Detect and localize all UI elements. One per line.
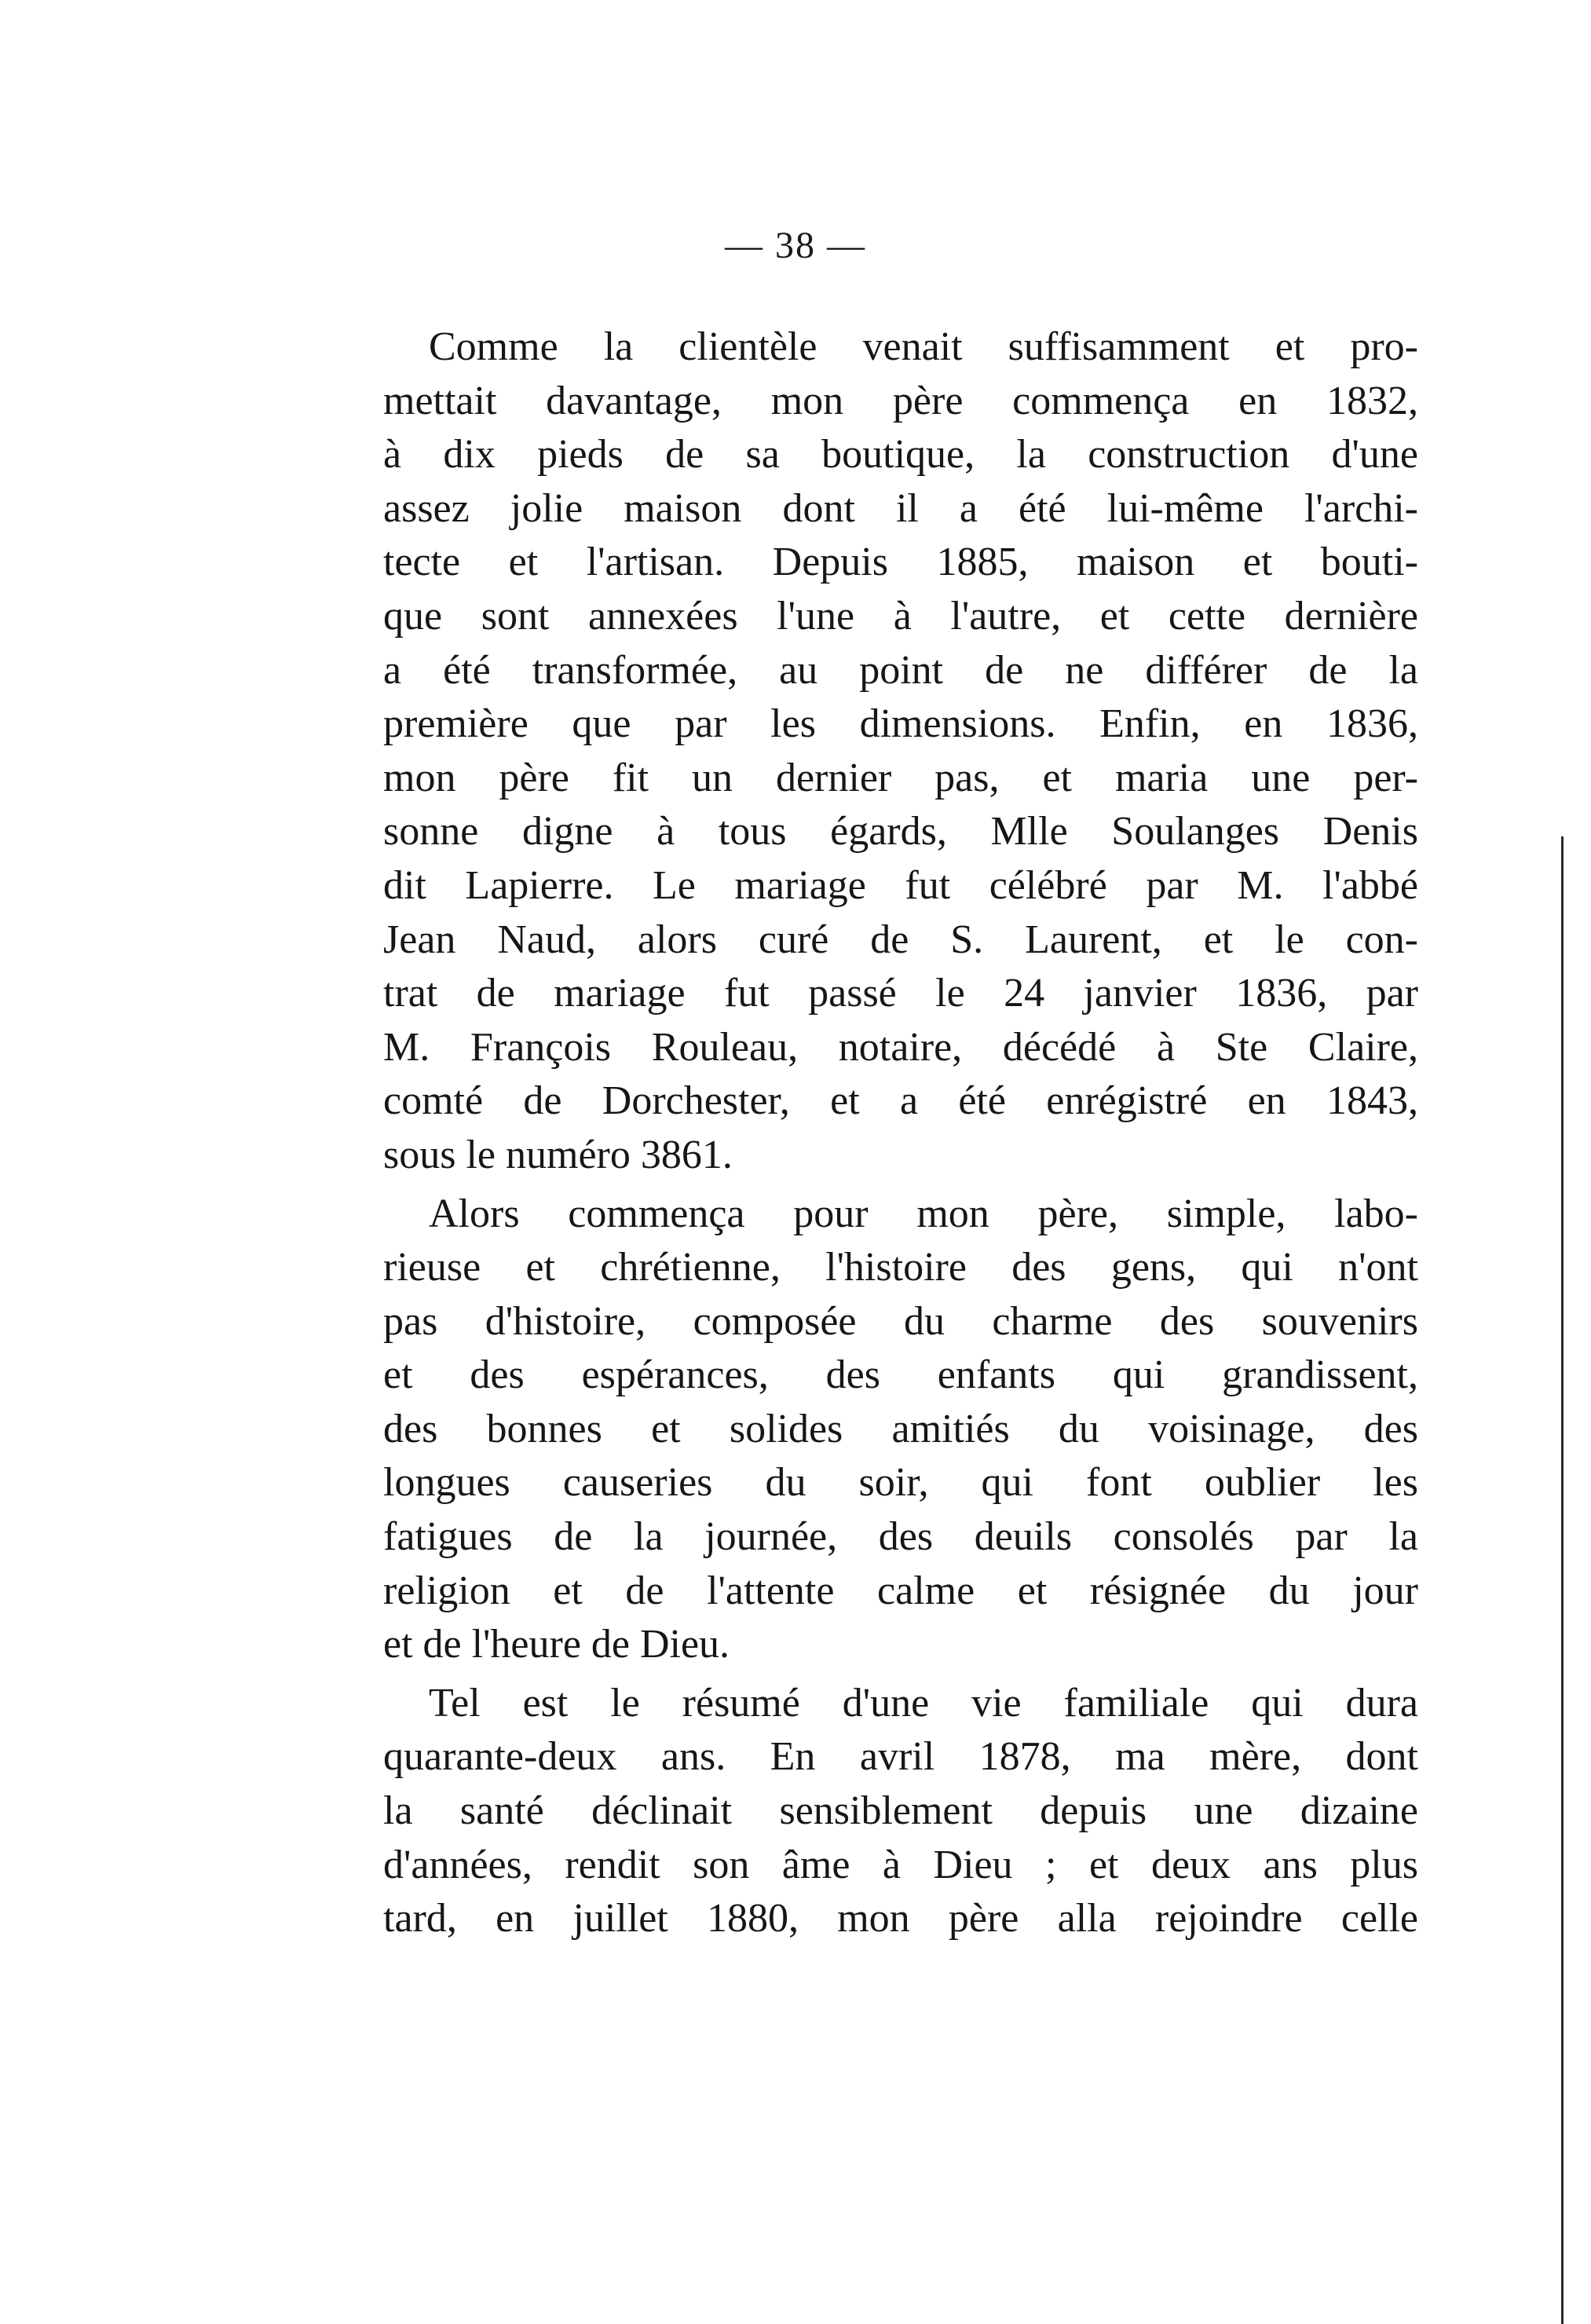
text-line: que sont annexées l'une à l'autre, et cette dernière <box>383 593 1418 639</box>
text-line: pas d'histoire, composée du charme des souvenirs <box>383 1298 1418 1344</box>
paragraph-1 <box>383 320 1418 1183</box>
paragraph-2 <box>383 1188 1418 1672</box>
text-line: religion et de l'attente calme et résignée du jour <box>383 1568 1418 1613</box>
page-number: — 38 — <box>725 225 866 266</box>
text-line: Alors commença pour mon père, simple, labo- <box>429 1191 1418 1236</box>
text-line: première que par les dimensions. Enfin, en 1836, <box>383 701 1418 747</box>
text-line: tecte et l'artisan. Depuis 1885, maison et bouti- <box>383 540 1418 585</box>
paragraph-3 <box>383 1677 1418 1946</box>
text-line: Comme la clientèle venait suffisamment et pro- <box>429 324 1418 369</box>
text-line: longues causeries du soir, qui font oublier les <box>383 1460 1418 1506</box>
text-line: à dix pieds de sa boutique, la construction d'une <box>383 432 1418 478</box>
text-line: Tel est le résumé d'une vie familiale qui dura <box>429 1680 1418 1726</box>
text-line: d'années, rendit son âme à Dieu ; et deux ans plus <box>383 1842 1418 1887</box>
text-line: la santé déclinait sensiblement depuis une dizaine <box>383 1788 1418 1834</box>
text-line: comté de Dorchester, et a été enrégistré en 1843, <box>383 1078 1418 1124</box>
text-line: Jean Naud, alors curé de S. Laurent, et le con- <box>383 917 1418 962</box>
text-line: rieuse et chrétienne, l'histoire des gens, qui n'ont <box>383 1245 1418 1290</box>
text-line: dit Lapierre. Le mariage fut célébré par M. l'abbé <box>383 862 1418 908</box>
body-text <box>383 320 1418 1946</box>
text-line: et des espérances, des enfants qui grandissent, <box>383 1352 1418 1398</box>
text-line: assez jolie maison dont il a été lui-même l'archi- <box>383 485 1418 531</box>
page-edge-line <box>1561 836 1564 2324</box>
text-line: et de l'heure de Dieu. <box>383 1622 730 1667</box>
text-line: sonne digne à tous égards, Mlle Soulanges Denis <box>383 809 1418 855</box>
text-line: fatigues de la journée, des deuils consolés par la <box>383 1514 1418 1560</box>
text-line: mettait davantage, mon père commença en 1832, <box>383 378 1418 423</box>
text-line: quarante-deux ans. En avril 1878, ma mère, dont <box>383 1734 1418 1780</box>
text-line: a été transformée, au point de ne différer de la <box>383 647 1418 693</box>
text-line: tard, en juillet 1880, mon père alla rejoindre celle <box>383 1896 1418 1942</box>
text-line: mon père fit un dernier pas, et maria une per- <box>383 755 1418 800</box>
text-line: des bonnes et solides amitiés du voisinage, des <box>383 1406 1418 1451</box>
text-line: trat de mariage fut passé le 24 janvier 1836, par <box>383 971 1418 1016</box>
text-line: M. François Rouleau, notaire, décédé à Ste Claire, <box>383 1024 1418 1070</box>
text-line: sous le numéro 3861. <box>383 1132 733 1177</box>
